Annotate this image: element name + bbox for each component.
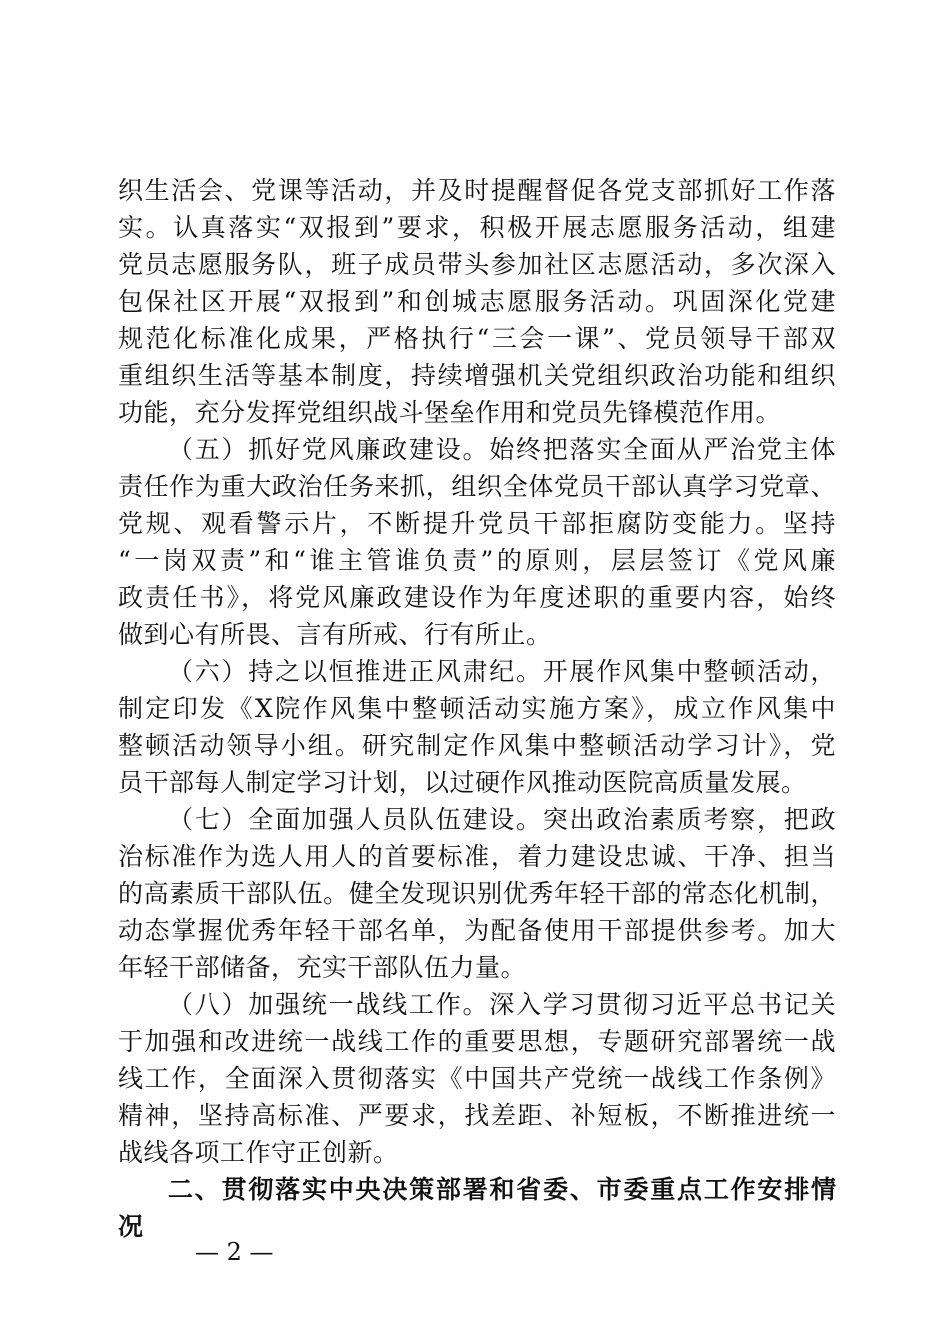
body-line: 重组织生活等基本制度，持续增强机关党组织政治功能和组织 bbox=[118, 361, 836, 390]
body-line: 精神，坚持高标准、严要求，找差距、补短板，不断推进统一 bbox=[118, 1101, 836, 1130]
body-line: 年轻干部储备，充实干部队伍力量。 bbox=[118, 953, 527, 982]
body-line: 功能，充分发挥党组织战斗堡垒作用和党员先锋模范作用。 bbox=[118, 398, 782, 427]
body-line: 动态掌握优秀年轻干部名单，为配备使用干部提供参考。加大 bbox=[118, 916, 836, 945]
section-five-line: （五）抓好党风廉政建设。始终把落实全面从严治党主体 bbox=[168, 435, 836, 464]
body-line: 责任作为重大政治任务来抓，组织全体党员干部认真学习党章、 bbox=[118, 472, 836, 501]
section-eight-line: （八）加强统一战线工作。深入学习贯彻习近平总书记关 bbox=[168, 990, 836, 1019]
body-line: 做到心有所畏、言有所戒、行有所止。 bbox=[118, 620, 552, 649]
section-heading-continuation: 况 bbox=[118, 1212, 144, 1241]
body-line: 政责任书》，将党风廉政建设作为年度述职的重要内容，始终 bbox=[118, 583, 836, 612]
body-line: 整顿活动领导小组。研究制定作风集中整顿活动学习计》，党 bbox=[118, 731, 836, 760]
body-line: 治标准作为选人用人的首要标准，着力建设忠诚、干净、担当 bbox=[118, 842, 836, 871]
body-line: 于加强和改进统一战线工作的重要思想，专题研究部署统一战 bbox=[118, 1027, 836, 1056]
body-line: 战线各项工作守正创新。 bbox=[118, 1138, 399, 1167]
section-seven-line: （七）全面加强人员队伍建设。突出政治素质考察，把政 bbox=[168, 805, 836, 834]
body-line: 规范化标准化成果，严格执行“三会一课”、党员领导干部双 bbox=[118, 324, 836, 353]
body-line: “一岗双责”和“谁主管谁负责”的原则，层层签订《党风廉 bbox=[118, 546, 836, 575]
body-line: 员干部每人制定学习计划，以过硬作风推动医院高质量发展。 bbox=[118, 768, 807, 797]
body-line: 制定印发《X院作风集中整顿活动实施方案》，成立作风集中 bbox=[118, 694, 836, 723]
body-line: 的高素质干部队伍。健全发现识别优秀年轻干部的常态化机制， bbox=[118, 879, 836, 908]
body-line: 织生活会、党课等活动，并及时提醒督促各党支部抓好工作落 bbox=[118, 176, 836, 205]
body-line: 党员志愿服务队，班子成员带头参加社区志愿活动，多次深入 bbox=[118, 250, 836, 279]
body-line: 党规、观看警示片，不断提升党员干部拒腐防变能力。坚持 bbox=[118, 509, 836, 538]
section-six-line: （六）持之以恒推进正风肃纪。开展作风集中整顿活动， bbox=[168, 657, 836, 686]
body-line: 包保社区开展“双报到”和创城志愿服务活动。巩固深化党建 bbox=[118, 287, 836, 316]
page-number: — 2 — bbox=[195, 1238, 274, 1266]
body-line: 线工作，全面深入贯彻落实《中国共产党统一战线工作条例》 bbox=[118, 1064, 836, 1093]
section-heading: 二、贯彻落实中央决策部署和省委、市委重点工作安排情 bbox=[168, 1175, 836, 1204]
body-line: 实。认真落实“双报到”要求，积极开展志愿服务活动，组建 bbox=[118, 213, 836, 242]
